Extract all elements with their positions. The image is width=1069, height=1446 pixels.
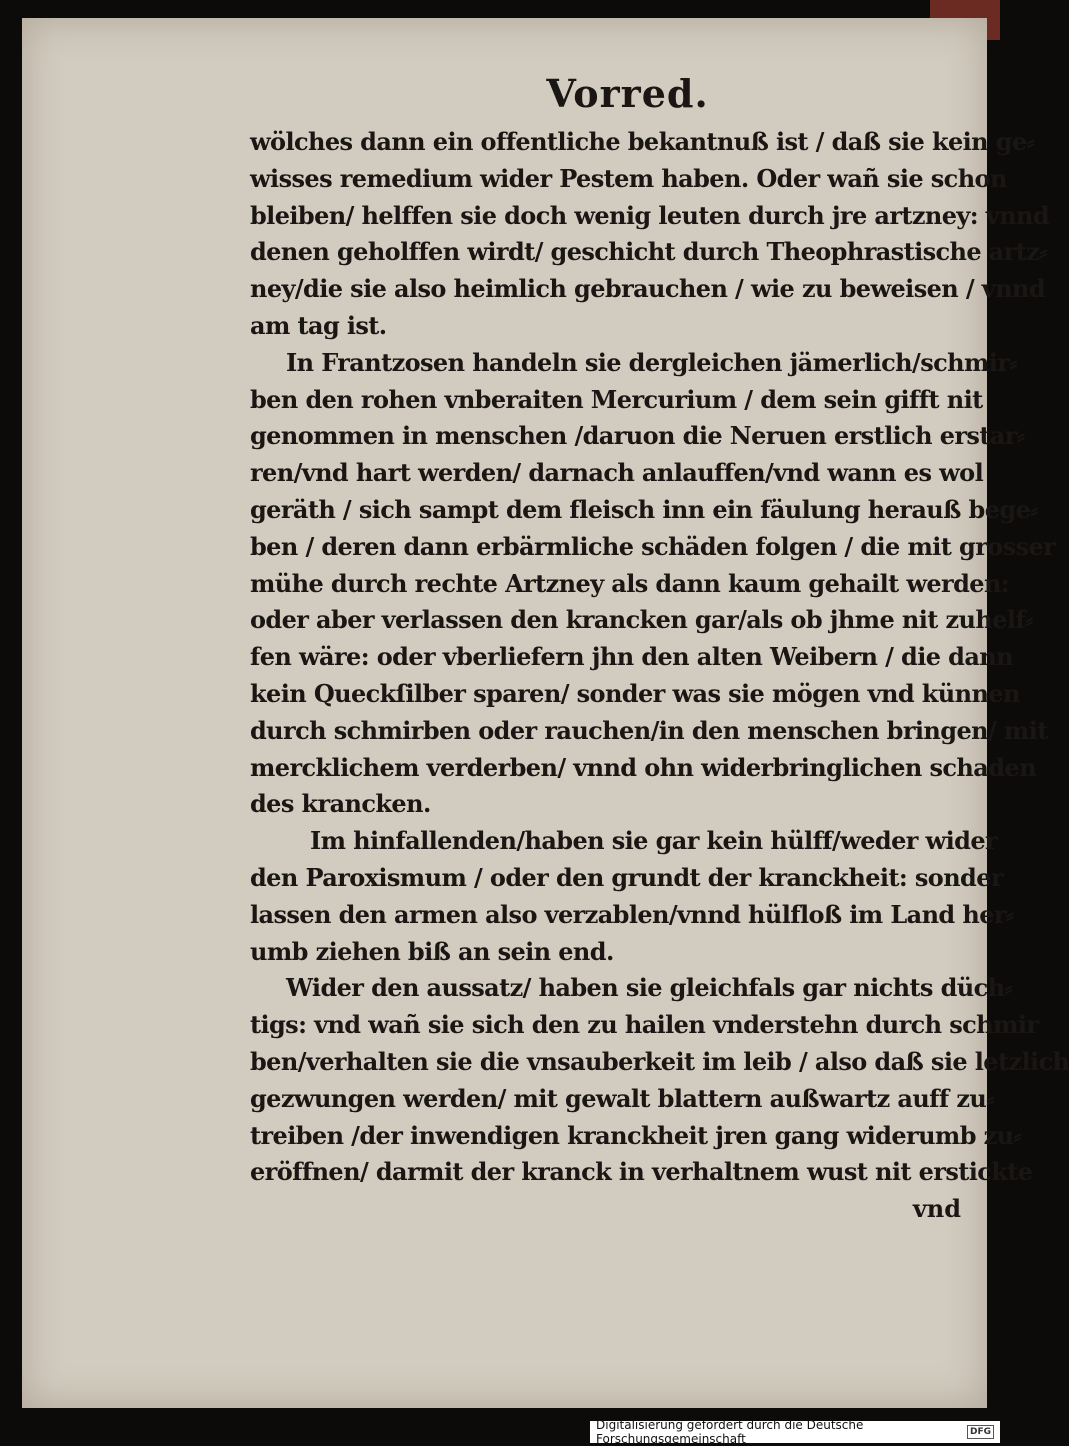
text-line: durch schmirben oder rauchen/in den menschen bringen/ mit <box>250 715 1048 745</box>
text-line: Im hinfallenden/haben sie gar kein hülff/weder wider <box>310 826 998 856</box>
text-line: tigs: vnd wañ sie sich den zu hailen vnderstehn durch schmir <box>250 1010 1039 1040</box>
text-line: mercklichem verderben/ vnnd ohn widerbringlichen schaden <box>250 752 1036 782</box>
text-line: kein Queckſilber sparen/ sonder was sie mögen vnd künnen <box>250 678 1020 708</box>
text-line: mühe durch rechte Artzney als dann kaum gehailt werden: <box>250 568 1010 598</box>
text-line: am tag ist. <box>250 310 387 340</box>
book-page <box>22 18 1069 1408</box>
text-block <box>250 66 1069 1227</box>
text-line: lassen den armen also verzablen/vnnd hülfloß im Land her⸗ <box>250 899 1014 929</box>
body-text <box>250 124 1069 1227</box>
text-line: ben den rohen vnberaiten Mercurium / dem sein gifft nit <box>250 384 983 414</box>
text-line: genommen in menschen /daruon die Neruen erstlich erstar⸗ <box>250 421 1025 451</box>
running-head: Vorred. <box>546 71 709 116</box>
catchword: vnd <box>912 1194 961 1224</box>
dfg-logo-icon: DFG <box>967 1425 994 1439</box>
text-line: ney/die sie also heimlich gebrauchen / wie zu beweisen / vnnd <box>250 274 1046 304</box>
text-line: ren/vnd hart werden/ darnach anlauffen/vnd wann es wol <box>250 458 984 488</box>
text-line: wölches dann ein offentliche bekantnuß ist / daß sie kein ge⸗ <box>250 127 1035 156</box>
text-line: bleiben/ helffen sie doch wenig leuten durch jre artzney: vnnd <box>250 200 1050 230</box>
text-line: geräth / sich sampt dem fleisch inn ein fäulung herauß bege⸗ <box>250 494 1038 524</box>
text-line: ben / deren dann erbärmliche schäden folgen / die mit grosser <box>250 531 1056 561</box>
text-line: eröffnen/ darmit der kranck in verhaltnem wust nit erstickte <box>250 1157 1033 1187</box>
text-line: umb ziehen biß an sein end. <box>250 936 614 966</box>
digitization-credit <box>590 1418 1000 1446</box>
text-line: oder aber verlassen den krancken gar/als ob jhme nit zuhelf⸗ <box>250 605 1033 635</box>
text-line: ben/verhalten sie die vnsauberkeit im leib / also daß sie letzlich <box>250 1046 1069 1076</box>
text-line: treiben /der inwendigen kranckheit jren gang widerumb zu⸗ <box>250 1120 1021 1150</box>
text-line: denen geholffen wirdt/ geschicht durch Theophrastische artz⸗ <box>250 237 1047 267</box>
text-line: In Frantzosen handeln sie dergleichen jämerlich/schmir⸗ <box>286 347 1017 377</box>
text-line: Wider den aussatz/ haben sie gleichfals gar nichts düch⸗ <box>286 973 1012 1003</box>
text-line: den Paroxismum / oder den grundt der kranckheit: sonder <box>250 862 1003 892</box>
text-line: des krancken. <box>250 789 431 819</box>
credit-text: Digitalisierung gefördert durch die Deutsche Forschungsgemeinschaft <box>596 1418 864 1446</box>
text-line: fen wäre: oder vberliefern jhn den alten Weibern / die dann <box>250 642 1013 672</box>
text-line: wisses remedium wider Pestem haben. Oder wañ sie schon <box>250 163 1007 193</box>
text-line: gezwungen werden/ mit gewalt blattern außwartz auff zu⸗ <box>250 1083 994 1113</box>
